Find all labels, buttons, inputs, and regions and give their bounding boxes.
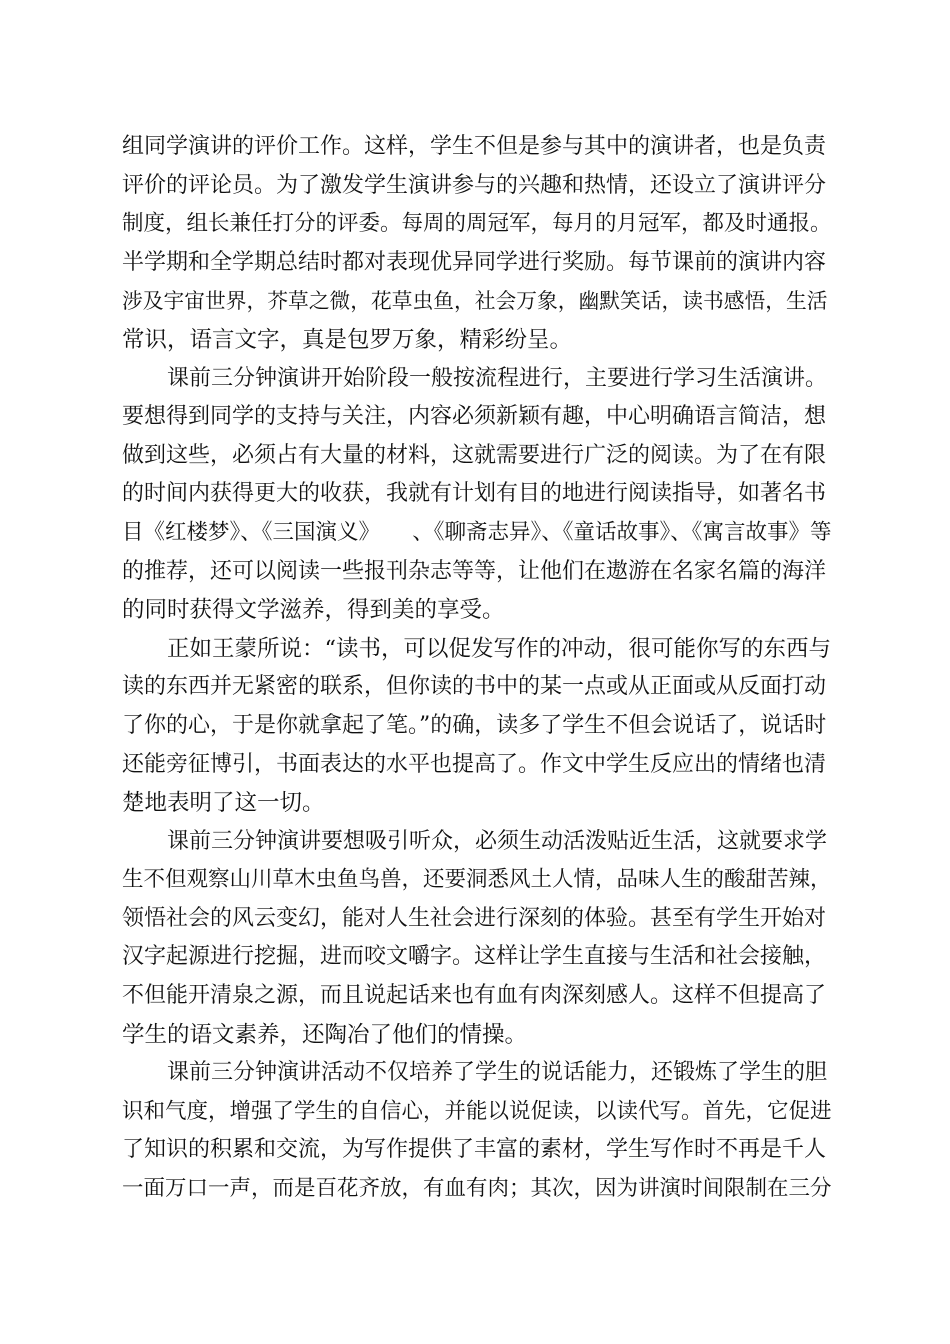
text-line: 制度，组长兼任打分的评委。每周的周冠军，每月的月冠军，都及时通报。 <box>122 211 832 237</box>
text-line: 一面万口一声，而是百花齐放，有血有肉；其次，因为讲演时间限制在三分 <box>122 1176 832 1202</box>
text-line: 了你的心，于是你就拿起了笔。”的确，读多了学生不但会说话了，说话时 <box>122 712 827 738</box>
text-line: 读的东西并无紧密的联系，但你读的书中的某一点或从正面或从反面打动 <box>122 674 827 700</box>
text-line: 目《红楼梦》、《三国演义》 、《聊斋志异》、《童话故事》、《寓言故事》等 <box>122 519 832 545</box>
paragraph-first-line: 课前三分钟演讲开始阶段一般按流程进行，主要进行学习生活演讲。 <box>167 365 828 391</box>
text-line: 半学期和全学期总结时都对表现优异同学进行奖励。每节课前的演讲内容 <box>122 249 827 275</box>
paragraph-first-line: 课前三分钟演讲活动不仅培养了学生的说话能力，还锻炼了学生的胆 <box>167 1060 828 1086</box>
text-line: 识和气度，增强了学生的自信心，并能以说促读，以读代写。首先，它促进 <box>122 1098 832 1124</box>
paragraph-first-line: 课前三分钟演讲要想吸引听众，必须生动活泼贴近生活，这就要求学 <box>167 828 828 854</box>
text-line: 组同学演讲的评价工作。这样，学生不但是参与其中的演讲者，也是负责 <box>122 134 827 159</box>
text-line: 汉字起源进行挖掘，进而咬文嚼字。这样让学生直接与生活和社会接触， <box>122 944 827 970</box>
text-line: 楚地表明了这一切。 <box>122 790 325 817</box>
text-line: 涉及宇宙世界，芥草之微，花草虫鱼，社会万象，幽默笑话，读书感悟，生活 <box>122 289 828 314</box>
text-line: 的同时获得文学滋养，得到美的享受。 <box>122 597 505 624</box>
text-line: 要想得到同学的支持与关注，内容必须新颖有趣，中心明确语言简洁，想 <box>122 404 827 430</box>
text-line: 不但能开清泉之源，而且说起话来也有血有肉深刻感人。这样不但提高了 <box>122 983 827 1009</box>
paragraph-first-line: 正如王蒙所说：“读书，可以促发写作的冲动，很可能你写的东西与 <box>167 635 832 662</box>
text-line: 了知识的积累和交流，为写作提供了丰富的素材，学生写作时不再是千人 <box>122 1137 827 1163</box>
text-line: 做到这些，必须占有大量的材料，这就需要进行广泛的阅读。为了在有限 <box>122 442 827 468</box>
text-line: 评价的评论员。为了激发学生演讲参与的兴趣和热情，还设立了演讲评分 <box>122 172 827 198</box>
text-line: 领悟社会的风云变幻，能对人生社会进行深刻的体验。甚至有学生开始对 <box>122 905 827 931</box>
text-line: 常识，语言文字，真是包罗万象，精彩纷呈。 <box>122 326 573 353</box>
text-line: 学生的语文素养，还陶冶了他们的情操。 <box>122 1021 528 1048</box>
body-text <box>122 128 832 1209</box>
text-line: 的时间内获得更大的收获，我就有计划有目的地进行阅读指导，如著名书 <box>122 481 827 507</box>
text-line: 的推荐，还可以阅读一些报刊杂志等等，让他们在遨游在名家名篇的海洋 <box>122 558 827 584</box>
text-line: 还能旁征博引，书面表达的水平也提高了。作文中学生反应出的情绪也清 <box>122 751 827 777</box>
text-line: 生不但观察山川草木虫鱼鸟兽，还要洞悉风土人情，品味人生的酸甜苦辣， <box>122 867 832 893</box>
